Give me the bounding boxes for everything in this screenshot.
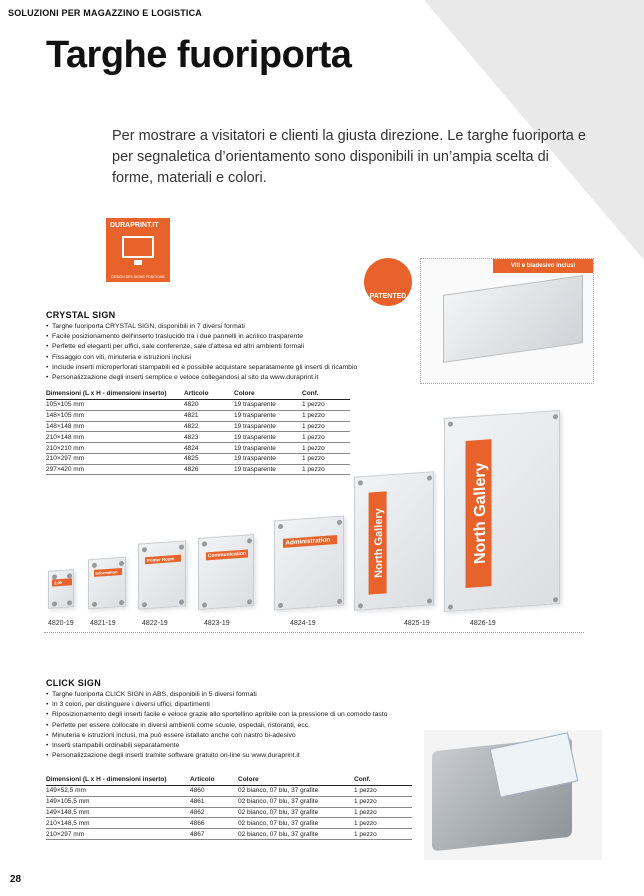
table-cell: 1 pezzo [302, 443, 350, 454]
logo-title: DURAPRINT.IT [110, 222, 159, 229]
table-cell: 1 pezzo [354, 796, 412, 807]
bolt-icon [337, 520, 342, 525]
bolt-icon [142, 547, 147, 552]
product-code: 4823-19 [204, 620, 230, 627]
table-cell: 1 pezzo [302, 432, 350, 443]
table-cell: 1 pezzo [302, 400, 350, 411]
crystal-sign-4823-19 [198, 534, 254, 610]
bolt-icon [553, 414, 558, 419]
crystal-sign-4820-19 [48, 569, 74, 609]
click-bullets [46, 690, 396, 761]
duraprint-logo [106, 218, 170, 282]
bolt-icon [247, 599, 252, 604]
bolt-icon [337, 599, 342, 604]
table-cell: 1 pezzo [302, 464, 350, 475]
table-cell: 4824 [184, 443, 234, 454]
table-cell: 1 pezzo [302, 410, 350, 421]
bolt-icon [358, 603, 363, 608]
table-cell: 149×148,5 mm [46, 807, 190, 818]
column-header: Colore [238, 774, 354, 786]
column-header: Articolo [190, 774, 238, 786]
crystal-sign-4822-19 [138, 540, 186, 609]
sign-heading: Communication [206, 550, 249, 561]
patented-label: PATENTED [369, 293, 407, 300]
click-sign-photo [424, 730, 602, 860]
bolt-icon [448, 421, 453, 426]
click-bullet: • Perfette per essere collocate in diversi ambienti come scuole, ospedali, ristoranti, ecc. [46, 721, 396, 731]
column-header: Dimensioni (L x H - dimensioni inserto) [46, 774, 190, 786]
bolt-icon [202, 541, 207, 546]
crystal-sign-photo [420, 258, 594, 384]
column-header: Conf. [302, 388, 350, 400]
bolt-icon [179, 599, 184, 604]
click-spec-table [46, 774, 412, 840]
table-cell: 19 trasparente [234, 443, 302, 454]
bolt-icon [448, 604, 453, 609]
sign-heading: Information [94, 568, 123, 577]
table-cell: 4823 [184, 432, 234, 443]
logo-subtitle: DESIGN DES SIGNS POSITIONS [111, 275, 165, 279]
table-cell: 19 trasparente [234, 432, 302, 443]
bolt-icon [179, 544, 184, 549]
product-code: 4821-19 [90, 620, 116, 627]
bolt-icon [92, 602, 97, 607]
crystal-products [44, 410, 640, 632]
bolt-icon [52, 601, 57, 606]
table-cell: 149×52,5 mm [46, 786, 190, 797]
sign-heading: North Gallery [466, 439, 492, 588]
table-cell: 4821 [184, 410, 234, 421]
table-cell: 148×148 mm [46, 421, 184, 432]
photo-tag: Viti e biadesivo inclusi [493, 259, 593, 273]
crystal-sign-4826-19 [444, 410, 560, 612]
product-code: 4822-19 [142, 620, 168, 627]
crystal-bullet: • Include inserti microperforati stampabili ed è possibile acquistare separatamente gli inserti di ricambio [46, 363, 406, 373]
product-code: 4825-19 [404, 620, 430, 627]
bolt-icon [247, 538, 252, 543]
product-code: 4824-19 [290, 620, 316, 627]
patented-badge [364, 258, 412, 306]
bolt-icon [553, 597, 558, 602]
table-row [46, 818, 412, 829]
bolt-icon [142, 602, 147, 607]
click-bullet: • Minuteria e istruzioni inclusi, ma può essere istallato anche con nastro bi-adesivo [46, 731, 396, 741]
table-cell: 1 pezzo [354, 818, 412, 829]
sign-heading: 2.09 [52, 578, 72, 586]
table-cell: 02 bianco, 07 blu, 37 grafite [238, 786, 354, 797]
click-bullet: • Riposizionamento degli inserti facile e veloce grazie allo sportellino apribile con la pressione di un comodo tasto [46, 710, 396, 720]
table-row [46, 796, 412, 807]
column-header: Dimensioni (L x H - dimensioni inserto) [46, 388, 184, 400]
table-cell: 210×148,5 mm [46, 818, 190, 829]
section-header: SOLUZIONI PER MAGAZZINO E LOGISTICA [8, 8, 203, 18]
table-cell: 210×297 mm [46, 453, 184, 464]
table-cell: 149×105,5 mm [46, 796, 190, 807]
table-cell: 210×148 mm [46, 432, 184, 443]
crystal-sign-4821-19 [88, 557, 126, 610]
product-code: 4826-19 [470, 620, 496, 627]
bolt-icon [119, 561, 124, 566]
bolt-icon [427, 598, 432, 603]
crystal-bullet: • Personalizzazione degli inserti semplice e veloce collegandosi al sito da www.duraprint.it [46, 373, 406, 383]
table-cell: 1 pezzo [302, 421, 350, 432]
bolt-icon [427, 475, 432, 480]
bolt-icon [278, 524, 283, 529]
table-cell: 4860 [190, 786, 238, 797]
table-cell: 1 pezzo [354, 786, 412, 797]
table-cell: 148×105 mm [46, 410, 184, 421]
bolt-icon [278, 603, 283, 608]
table-cell: 02 bianco, 07 blu, 37 grafite [238, 807, 354, 818]
table-cell: 19 trasparente [234, 400, 302, 411]
table-cell: 4820 [184, 400, 234, 411]
table-cell: 4825 [184, 453, 234, 464]
click-title: CLICK SIGN [46, 678, 102, 688]
click-bullet: • In 3 colori, per distinguere i diversi uffici, dipartimenti [46, 700, 396, 710]
column-header: Colore [234, 388, 302, 400]
table-cell: 4822 [184, 421, 234, 432]
monitor-icon [122, 236, 154, 258]
table-cell: 02 bianco, 07 blu, 37 grafite [238, 829, 354, 840]
sign-heading: Printer Room [145, 555, 181, 565]
table-cell: 19 trasparente [234, 421, 302, 432]
table-cell: 4866 [190, 818, 238, 829]
table-cell: 19 trasparente [234, 410, 302, 421]
intro-text: Per mostrare a visitatori e clienti la giusta direzione. Le targhe fuoriporta e per segnaletica d’orientamento sono disponibili in un’ampia scelta di forme, materiali e colori. [112, 128, 586, 186]
page-number: 28 [10, 874, 22, 885]
table-cell: 4867 [190, 829, 238, 840]
table-row [46, 807, 412, 818]
crystal-bullet: • Fissaggio con viti, minuteria e istruzioni inclusi [46, 353, 406, 363]
column-header: Articolo [184, 388, 234, 400]
table-cell: 19 trasparente [234, 453, 302, 464]
click-bullet: • Targhe fuoriporta CLICK SIGN in ABS, disponibili in 5 diversi formati [46, 690, 396, 700]
bolt-icon [202, 602, 207, 607]
table-cell: 4861 [190, 796, 238, 807]
table-cell: 1 pezzo [354, 807, 412, 818]
table-cell: 02 bianco, 07 blu, 37 grafite [238, 796, 354, 807]
sign-heading: North Gallery [369, 492, 387, 595]
table-row [46, 829, 412, 840]
bolt-icon [67, 600, 72, 605]
table-cell: 4862 [190, 807, 238, 818]
crystal-bullet: • Perfette ed eleganti per uffici, sale conferenze, sale d'attesa ed altri ambienti formali [46, 342, 406, 352]
table-cell: 1 pezzo [302, 453, 350, 464]
crystal-plate-image [443, 275, 583, 363]
table-cell: 1 pezzo [354, 829, 412, 840]
table-cell: 210×297 mm [46, 829, 190, 840]
table-cell: 210×210 mm [46, 443, 184, 454]
crystal-bullet: • Facile posizionamento dell'inserto traslucido tra i due pannelli in acrilico trasparente [46, 332, 406, 342]
crystal-sign-4825-19 [354, 471, 434, 611]
table-cell: 19 trasparente [234, 464, 302, 475]
divider [44, 632, 584, 633]
page-title: Targhe fuoriporta [46, 34, 352, 76]
bolt-icon [358, 480, 363, 485]
table-cell: 02 bianco, 07 blu, 37 grafite [238, 818, 354, 829]
product-code: 4820-19 [48, 620, 74, 627]
table-cell: 105×105 mm [46, 400, 184, 411]
table-cell: 297×420 mm [46, 464, 184, 475]
click-bullet: • Personalizzazione degli inserti tramite software gratuito on-line su www.duraprint.it [46, 751, 396, 761]
click-bullet: • Inserti stampabili ordinabili separatamente [46, 741, 396, 751]
crystal-bullets [46, 322, 406, 383]
sign-heading: Administration [283, 535, 336, 548]
table-cell: 4826 [184, 464, 234, 475]
crystal-title: CRYSTAL SIGN [46, 310, 116, 320]
bolt-icon [119, 600, 124, 605]
bolt-icon [92, 563, 97, 568]
table-row [46, 786, 412, 797]
crystal-bullet: • Targhe fuoriporta CRYSTAL SIGN, disponibili in 7 diversi formati [46, 322, 406, 332]
column-header: Conf. [354, 774, 412, 786]
table-row [46, 400, 350, 411]
crystal-sign-4824-19 [274, 516, 344, 611]
